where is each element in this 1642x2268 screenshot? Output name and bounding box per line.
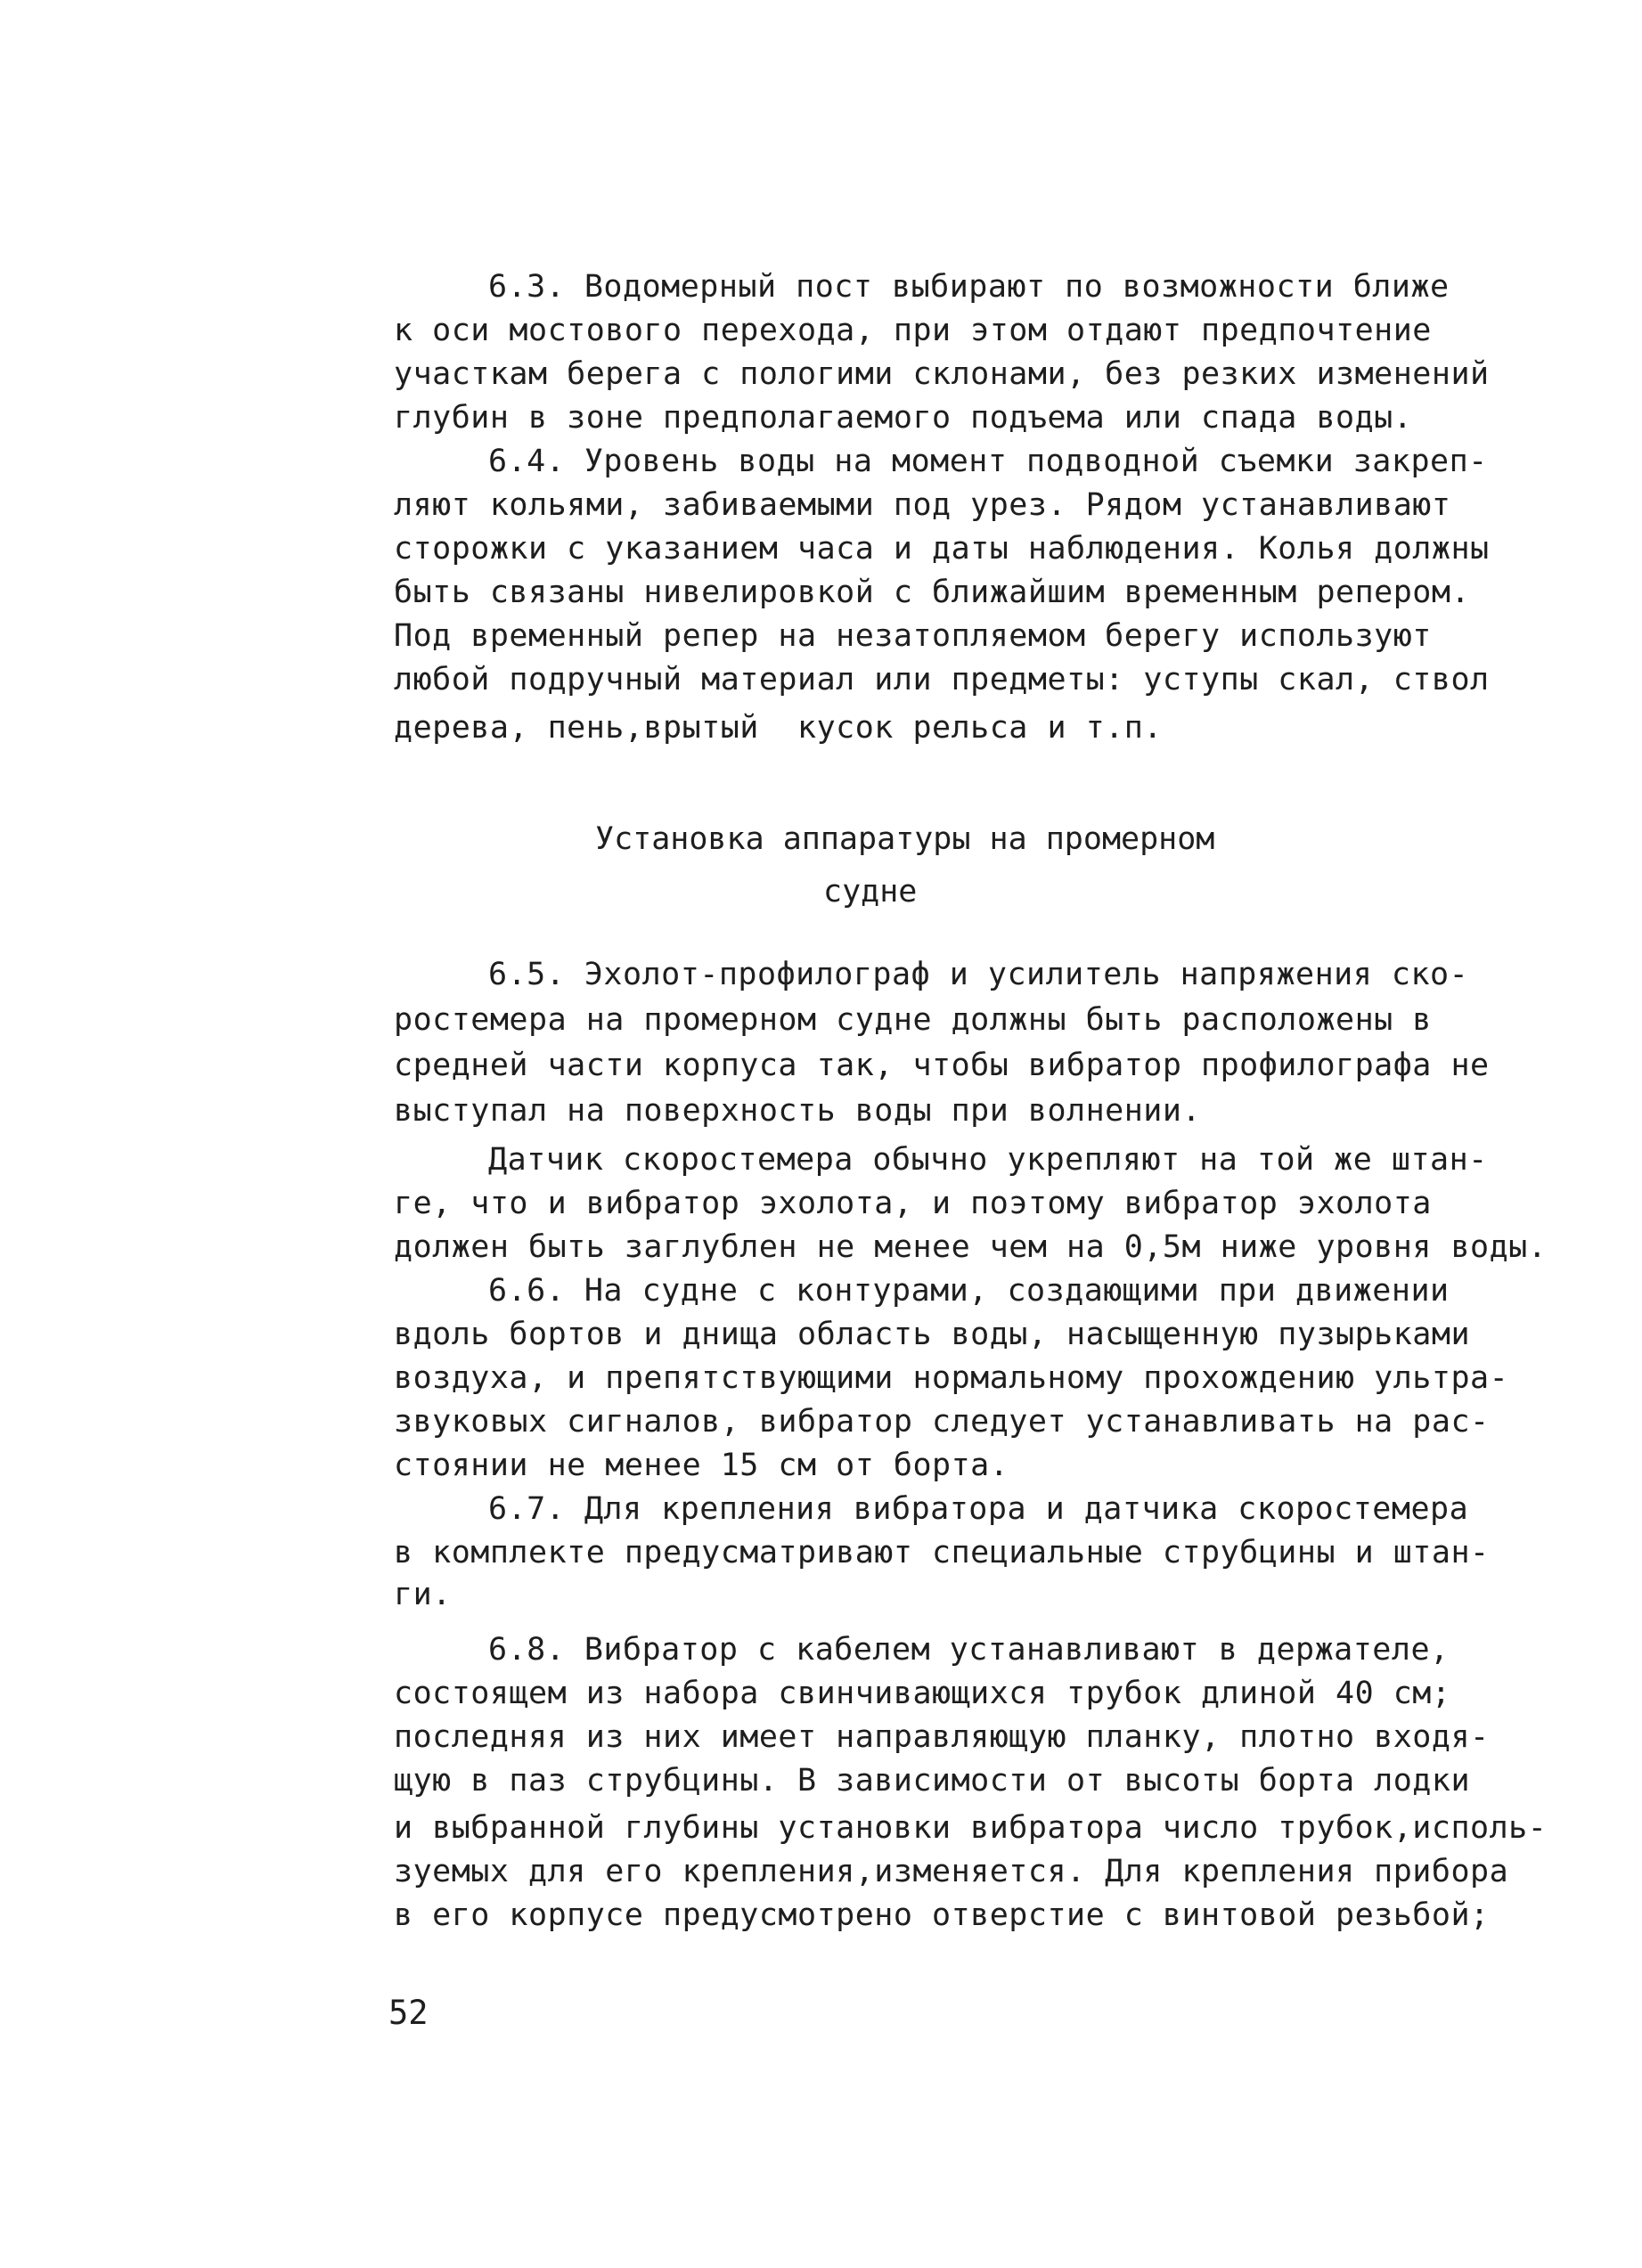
sensor-paragraph-line: Датчик скоростемера обычно укрепляют на той же штан-	[488, 1142, 1488, 1178]
section-6-8-line: зуемых для его крепления,изменяется. Для крепления прибора	[394, 1854, 1509, 1889]
section-6-5-line: средней части корпуса так, чтобы вибратор профилографа не	[394, 1048, 1490, 1083]
section-6-6-line: вдоль бортов и днища область воды, насыщенную пузырьками	[394, 1317, 1471, 1352]
section-6-5-line: ростемера на промерном судне должны быть расположены в	[394, 1002, 1432, 1038]
sensor-paragraph-line: должен быть заглублен не менее чем на 0,5м ниже уровня воды.	[394, 1229, 1548, 1265]
section-6-3-line: глубин в зоне предполагаемого подъема или спада воды.	[394, 400, 1413, 436]
section-6-7-line: в комплекте предусматривают специальные струбцины и штан-	[394, 1535, 1490, 1570]
section-6-7-line: ги.	[394, 1577, 452, 1612]
section-6-8-line: щую в паз струбцины. В зависимости от высоты борта лодки	[394, 1763, 1471, 1799]
section-6-4-line: быть связаны нивелировкой с ближайшим временным репером.	[394, 575, 1471, 610]
section-heading-line: Установка аппаратуры на промерном	[595, 821, 1215, 857]
section-6-6-line: воздуха, и препятствующими нормальному прохождению ультра-	[394, 1360, 1509, 1396]
section-6-6-line: стоянии не менее 15 см от борта.	[394, 1448, 1009, 1483]
section-6-5-line: выступал на поверхность воды при волнении.	[394, 1093, 1202, 1129]
section-6-8-line: состоящем из набора свинчивающихся трубок длиной 40 см;	[394, 1676, 1451, 1711]
section-6-6-line: 6.6. На судне с контурами, создающими при движении	[488, 1273, 1450, 1309]
section-6-8-line: 6.8. Вибратор с кабелем устанавливают в держателе,	[488, 1632, 1450, 1668]
section-6-4-line: дерева, пень,врытый кусок рельса и т.п.	[394, 710, 1163, 746]
section-6-4-line: ляют кольями, забиваемыми под урез. Рядом устанавливают	[394, 487, 1451, 523]
page-number: 52	[388, 1994, 429, 2032]
section-6-7-line: 6.7. Для крепления вибратора и датчика скоростемера	[488, 1491, 1469, 1527]
section-6-6-line: звуковых сигналов, вибратор следует устанавливать на рас-	[394, 1404, 1490, 1440]
section-6-8-line: и выбранной глубины установки вибратора число трубок,исполь-	[394, 1810, 1548, 1846]
section-6-4-line: 6.4. Уровень воды на момент подводной съемки закреп-	[488, 444, 1488, 479]
sensor-paragraph-line: ге, что и вибратор эхолота, и поэтому вибратор эхолота	[394, 1186, 1432, 1221]
section-6-3-line: участкам берега с пологими склонами, без резких изменений	[394, 356, 1490, 392]
section-6-3-line: к оси мостового перехода, при этом отдают предпочтение	[394, 313, 1432, 348]
section-6-4-line: любой подручный материал или предметы: уступы скал, ствол	[394, 662, 1490, 698]
section-6-4-line: сторожки с указанием часа и даты наблюдения. Колья должны	[394, 531, 1490, 567]
section-6-8-line: в его корпусе предусмотрено отверстие с винтовой резьбой;	[394, 1897, 1490, 1933]
section-6-8-line: последняя из них имеет направляющую планку, плотно входя-	[394, 1719, 1490, 1755]
section-6-4-line: Под временный репер на незатопляемом берегу используют	[394, 618, 1432, 654]
section-6-3-line: 6.3. Водомерный пост выбирают по возможности ближе	[488, 269, 1450, 305]
section-heading-line: судне	[823, 874, 918, 910]
section-6-5-line: 6.5. Эхолот-профилограф и усилитель напряжения ско-	[488, 957, 1469, 992]
